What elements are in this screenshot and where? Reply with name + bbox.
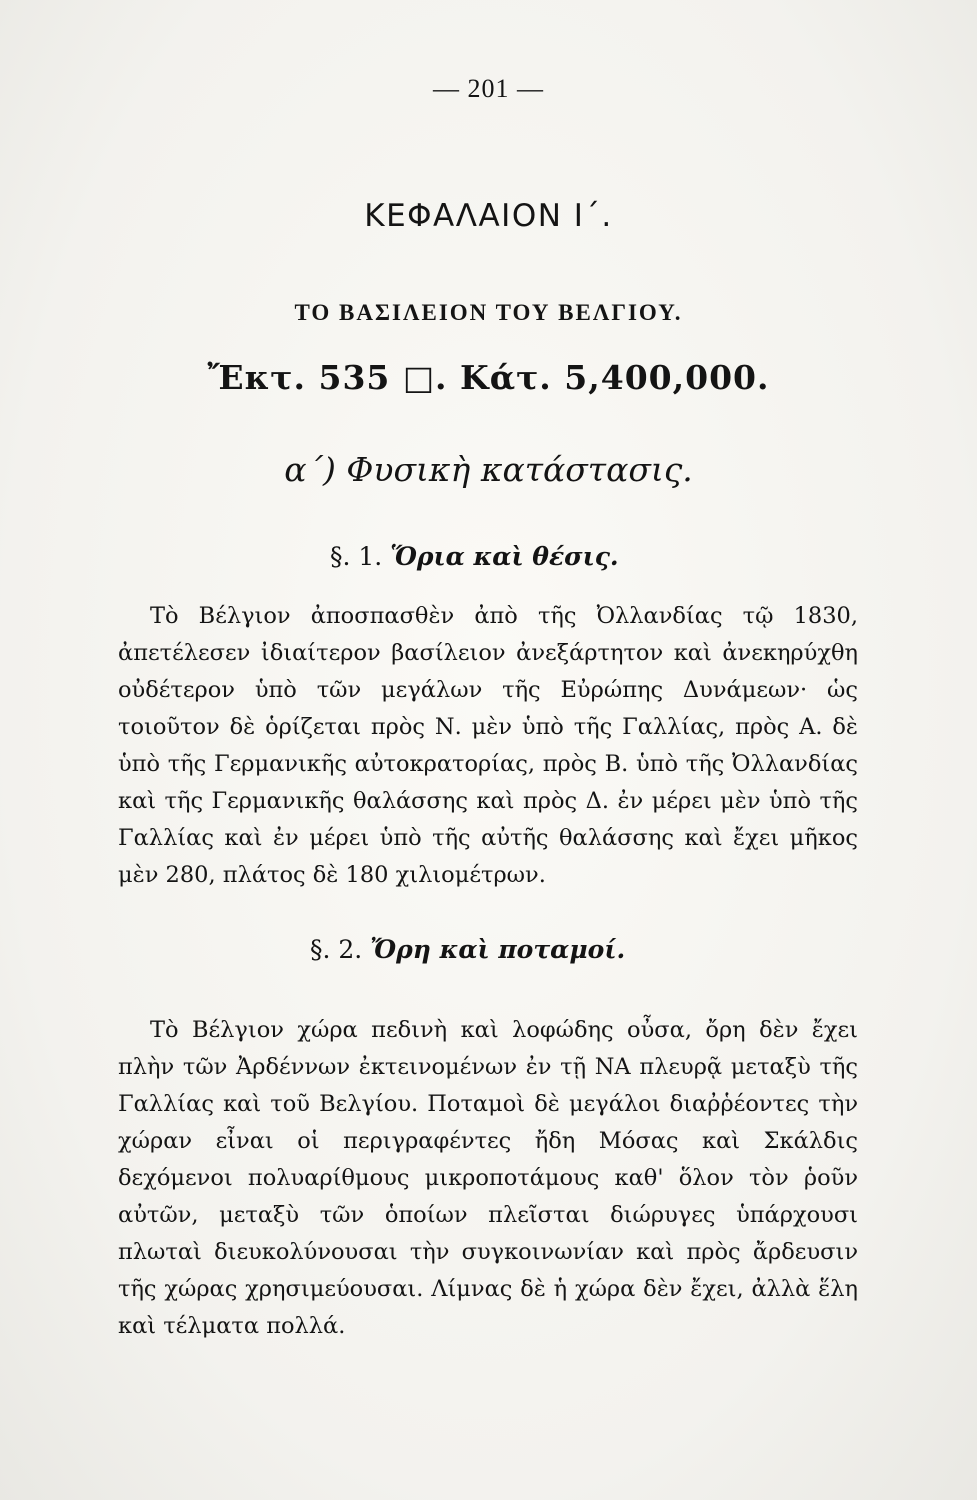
subsection-title: Ὄρη καὶ ποταμοί. [370, 935, 626, 964]
subsection-number: §. 1. [330, 542, 383, 571]
subsection-number: §. 2. [310, 935, 363, 964]
subsection-title: Ὅρια καὶ θέσις. [390, 542, 619, 571]
chapter-heading: ΚΕΦΑΛΑΙΟΝ Ι΄. [364, 198, 613, 234]
subsection-mountains-heading [310, 935, 625, 964]
paragraph-borders [118, 598, 858, 894]
section-heading: α΄) Φυσικὴ κατάστασις. [284, 450, 693, 489]
subsection-borders-heading [330, 542, 619, 571]
kingdom-title: ΤΟ ΒΑΣΙΛΕΙΟΝ ΤΟΥ ΒΕΛΓΙΟΥ. [294, 300, 683, 325]
statistics-line: Ἔκτ. 535 □. Κάτ. 5,400,000. [207, 358, 770, 397]
page-number: — 201 — [433, 74, 544, 103]
paragraph-text: Τὸ Βέλγιον ἀποσπασθὲν ἀπὸ τῆς Ὀλλανδίας τῷ 1830, ἀπετέλεσεν ἰδιαίτερον βασίλειον ἀνεξάρτητον καὶ ἀνεκηρύχθη οὐδέτερον ὑπὸ τῶν μεγάλων τῆς Εὐρώπης Δυνάμεων· ὡς τοιοῦτον δὲ ὁρίζεται πρὸς Ν. μὲν ὑπὸ τῆς Γαλλίας, πρὸς Α. δὲ ὑπὸ τῆς Γερμανικῆς αὐτοκρατορίας, πρὸς Β. ὑπὸ τῆς Ὀλλανδίας καὶ τῆς Γερμανικῆς θαλάσσης καὶ πρὸς Δ. ἐν μέρει μὲν ὑπὸ τῆς Γαλλίας καὶ ἐν μέρει ὑπὸ τῆς αὐτῆς θαλάσσης καὶ ἔχει μῆκος μὲν 280, πλάτος δὲ 180 χιλιομέτρων. [118, 603, 858, 888]
paragraph-mountains-rivers [118, 1012, 858, 1345]
paragraph-text: Τὸ Βέλγιον χώρα πεδινὴ καὶ λοφώδης οὖσα, ὄρη δὲν ἔχει πλὴν τῶν Ἀρδέννων ἐκτεινομένων ἐν τῇ ΝΑ πλευρᾷ μεταξὺ τῆς Γαλλίας καὶ τοῦ Βελγίου. Ποταμοὶ δὲ μεγάλοι διαῤῥέοντες τὴν χώραν εἶναι οἱ περιγραφέντες ἤδη Μόσας καὶ Σκάλδις δεχόμενοι πολυαρίθμους μικροποτάμους καθ' ὅλον τὸν ῥοῦν αὐτῶν, μεταξὺ τῶν ὁποίων πλεῖσται διώρυγες ὑπάρχουσι πλωταὶ διευκολύνουσαι τὴν συγκοινωνίαν καὶ πρὸς ἄρδευσιν τῆς χώρας χρησιμεύουσαι. Λίμνας δὲ ἡ χώρα δὲν ἔχει, ἀλλὰ ἕλη καὶ τέλματα πολλά. [118, 1017, 858, 1339]
